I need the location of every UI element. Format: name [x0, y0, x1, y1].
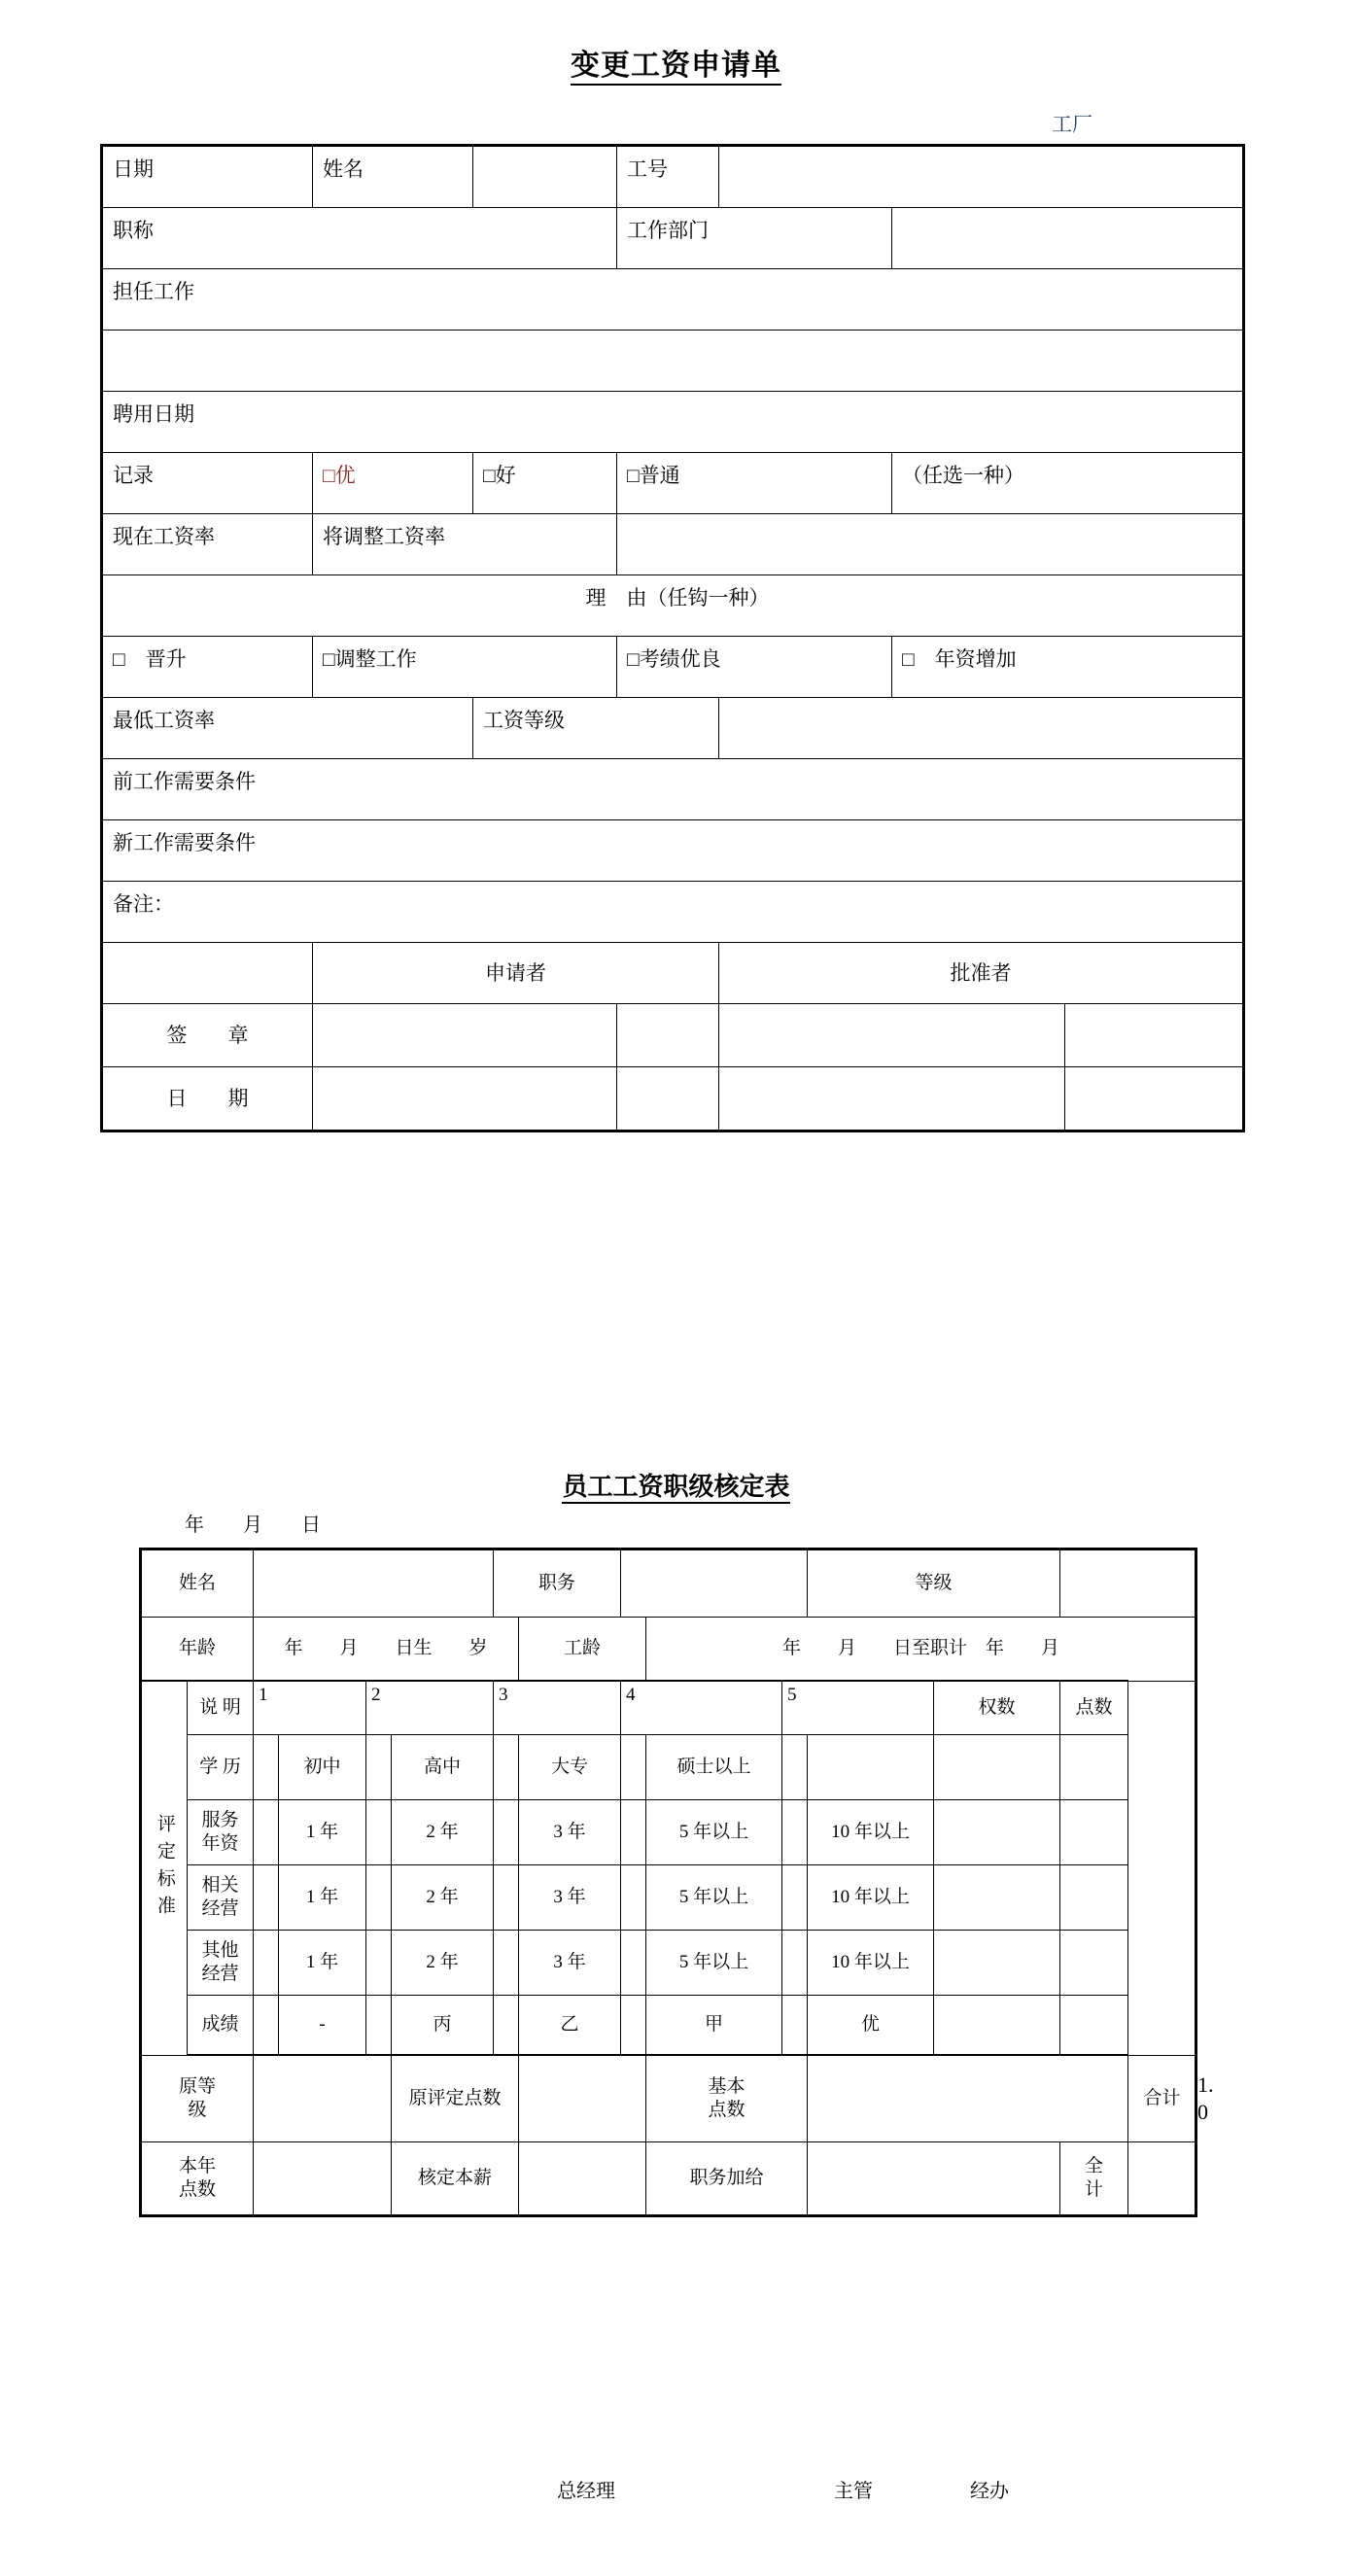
record-option-good[interactable]: □好 — [473, 453, 617, 514]
age-value-field[interactable]: 年 月 日生 岁 — [254, 1618, 519, 1682]
table-row — [102, 392, 1244, 453]
criteria-value-cell: 10 年以上 — [808, 1931, 934, 1996]
old-points-label: 原评定点数 — [392, 2055, 519, 2142]
approver-header: 批准者 — [719, 943, 1244, 1004]
criteria-value-cell: 5 年以上 — [646, 1865, 782, 1931]
old-grade-value-field[interactable] — [254, 2055, 392, 2142]
criteria-value-cell: 乙 — [519, 1996, 621, 2056]
reason-option-seniority-increase[interactable]: □ 年资增加 — [892, 637, 1244, 698]
general-manager-label: 总经理 — [557, 2481, 615, 2502]
criteria-value-cell: 3 年 — [519, 1800, 621, 1865]
grade-value-field[interactable] — [1060, 1549, 1196, 1618]
duty-label: 担任工作 — [102, 269, 1244, 331]
wage-grade-value-field[interactable] — [719, 698, 1244, 759]
approver-seal-field-1[interactable] — [719, 1004, 1065, 1067]
applicant-seal-field-2[interactable] — [617, 1004, 719, 1067]
table-row — [102, 269, 1244, 331]
criteria-mark-cell[interactable] — [254, 1865, 279, 1931]
criteria-value-cell: 2 年 — [392, 1865, 494, 1931]
reason-option-job-change[interactable]: □调整工作 — [313, 637, 617, 698]
criteria-points-cell[interactable] — [1060, 1865, 1128, 1931]
duty-value-field[interactable] — [102, 331, 1244, 392]
criteria-vertical-label: 评定标准 — [141, 1681, 188, 2055]
criteria-value-cell: 3 年 — [519, 1865, 621, 1931]
position-label: 职务 — [494, 1549, 621, 1618]
criteria-value-cell: 丙 — [392, 1996, 494, 2056]
date-row-label: 日 期 — [102, 1067, 313, 1131]
base-points-value-field[interactable] — [808, 2055, 1128, 2142]
criteria-mark-cell[interactable] — [366, 1996, 392, 2056]
points-label: 点数 — [1060, 1681, 1128, 1735]
emp-no-value-field[interactable] — [719, 146, 1244, 208]
criteria-mark-cell[interactable] — [254, 1931, 279, 1996]
name-value-field[interactable] — [254, 1549, 494, 1618]
doc1-title-text: 变更工资申请单 — [571, 50, 781, 86]
doc2-date-label: 年 月 日 — [185, 1514, 321, 1536]
name-value-field[interactable] — [473, 146, 617, 208]
criteria-value-cell: 10 年以上 — [808, 1800, 934, 1865]
criteria-value-cell: 高中 — [392, 1735, 494, 1800]
doc2-footer-signatures — [139, 2475, 1195, 2504]
criteria-mark-cell[interactable] — [782, 1996, 808, 2056]
position-allowance-label: 职务加给 — [646, 2142, 808, 2216]
criteria-weight-cell[interactable] — [934, 1800, 1060, 1865]
grade-label: 等级 — [808, 1549, 1060, 1618]
table-row — [102, 882, 1244, 943]
criteria-weight-cell[interactable] — [934, 1996, 1060, 2056]
table-row — [141, 1618, 1196, 1682]
criteria-value-cell: - — [279, 1996, 366, 2056]
seniority-label: 工龄 — [519, 1618, 646, 1682]
handler-label: 经办 — [970, 2481, 1009, 2502]
criteria-mark-cell[interactable] — [621, 1865, 646, 1931]
record-note: （任选一种） — [892, 453, 1244, 514]
criteria-weight-cell[interactable] — [934, 1735, 1060, 1800]
table-row — [141, 1800, 1196, 1865]
table-row — [102, 1067, 1244, 1131]
old-grade-label: 原等 级 — [141, 2055, 254, 2142]
table-row — [102, 575, 1244, 637]
applicant-header: 申请者 — [313, 943, 719, 1004]
table-row — [102, 453, 1244, 514]
criteria-row-related-label: 相关 经营 — [188, 1865, 254, 1931]
criteria-mark-cell[interactable] — [366, 1865, 392, 1931]
table-row — [102, 943, 1244, 1004]
criteria-mark-cell[interactable] — [782, 1931, 808, 1996]
criteria-value-cell: 1 年 — [279, 1931, 366, 1996]
position-allowance-value-field[interactable] — [808, 2142, 1060, 2216]
criteria-value-cell: 5 年以上 — [646, 1931, 782, 1996]
criteria-mark-cell[interactable] — [254, 1800, 279, 1865]
record-label: 记录 — [102, 453, 313, 514]
new-job-requirement-label: 新工作需要条件 — [102, 820, 1244, 882]
table-row — [102, 146, 1244, 208]
criteria-value-cell: 2 年 — [392, 1931, 494, 1996]
criteria-row-other-label: 其他 经营 — [188, 1931, 254, 1996]
min-rate-label: 最低工资率 — [102, 698, 473, 759]
table-row — [102, 208, 1244, 269]
criteria-value-cell: 1 年 — [279, 1865, 366, 1931]
applicant-date-field-2[interactable] — [617, 1067, 719, 1131]
table-row — [141, 1735, 1196, 1800]
criteria-points-cell[interactable] — [1060, 1996, 1128, 2056]
table-row — [102, 759, 1244, 820]
criteria-mark-cell[interactable] — [254, 1996, 279, 2056]
approver-seal-field-2[interactable] — [1065, 1004, 1244, 1067]
approver-date-field-1[interactable] — [719, 1067, 1065, 1131]
criteria-value-cell: 优 — [808, 1996, 934, 2056]
criteria-mark-cell[interactable] — [621, 1800, 646, 1865]
table-row — [141, 1681, 1196, 1735]
criteria-col-2: 2 — [366, 1681, 494, 1735]
criteria-mark-cell[interactable] — [621, 1996, 646, 2056]
approved-salary-value-field[interactable] — [519, 2142, 646, 2216]
seniority-value-field[interactable]: 年 月 日至职计 年 月 — [646, 1618, 1196, 1682]
criteria-value-cell: 1 年 — [279, 1800, 366, 1865]
year-points-value-field[interactable] — [254, 2142, 392, 2216]
criteria-value-cell: 大专 — [519, 1735, 621, 1800]
criteria-row-score-label: 成绩 — [188, 1996, 254, 2056]
grand-total-label: 全 计 — [1060, 2142, 1128, 2216]
criteria-mark-cell[interactable] — [366, 1735, 392, 1800]
department-value-field[interactable] — [892, 208, 1244, 269]
criteria-col-4: 4 — [621, 1681, 782, 1735]
total-label: 合计 — [1128, 2055, 1196, 2142]
criteria-mark-cell[interactable] — [621, 1931, 646, 1996]
remark-label: 备注： — [102, 882, 1244, 943]
criteria-mark-cell[interactable] — [494, 1735, 519, 1800]
table-row — [102, 331, 1244, 392]
approved-salary-label: 核定本薪 — [392, 2142, 519, 2216]
criteria-col-3: 3 — [494, 1681, 621, 1735]
criteria-col-1: 1 — [254, 1681, 366, 1735]
old-points-value-field[interactable] — [519, 2055, 646, 2142]
wage-grade-label: 工资等级 — [473, 698, 719, 759]
table-row — [102, 820, 1244, 882]
criteria-row-education-label: 学 历 — [188, 1735, 254, 1800]
criteria-mark-cell[interactable] — [621, 1735, 646, 1800]
criteria-points-cell[interactable] — [1060, 1931, 1128, 1996]
position-value-field[interactable] — [621, 1549, 808, 1618]
weight-label: 权数 — [934, 1681, 1060, 1735]
criteria-mark-cell[interactable] — [366, 1800, 392, 1865]
criteria-value-cell: 2 年 — [392, 1800, 494, 1865]
hire-date-label: 聘用日期 — [102, 392, 1244, 453]
adjusted-rate-value-field[interactable] — [617, 514, 1244, 575]
criteria-weight-cell[interactable] — [934, 1865, 1060, 1931]
table-row: 原等 级 原评定点数 基本 点数 合计 1. 0 — [141, 2055, 1196, 2142]
current-rate-label: 现在工资率 — [102, 514, 313, 575]
criteria-value-cell — [808, 1735, 934, 1800]
record-option-normal[interactable]: □普通 — [617, 453, 892, 514]
criteria-weight-cell[interactable] — [934, 1931, 1060, 1996]
criteria-mark-cell[interactable] — [494, 1931, 519, 1996]
criteria-value-cell: 5 年以上 — [646, 1800, 782, 1865]
criteria-col-5: 5 — [782, 1681, 934, 1735]
criteria-points-cell[interactable] — [1060, 1735, 1128, 1800]
table-row — [102, 698, 1244, 759]
criteria-mark-cell[interactable] — [366, 1931, 392, 1996]
criteria-mark-cell[interactable] — [254, 1735, 279, 1800]
criteria-value-cell: 10 年以上 — [808, 1865, 934, 1931]
table-row — [141, 1865, 1196, 1931]
table-row — [102, 514, 1244, 575]
criteria-row-service-label: 服务 年资 — [188, 1800, 254, 1865]
grand-total-value-field[interactable] — [1128, 2142, 1196, 2216]
age-label: 年龄 — [141, 1618, 254, 1682]
name-label: 姓名 — [141, 1549, 254, 1618]
table-row — [141, 1931, 1196, 1996]
adjusted-rate-label: 将调整工资率 — [313, 514, 617, 575]
doc1-title — [0, 41, 1352, 84]
doc2-title-text: 员工工资职级核定表 — [562, 1473, 789, 1504]
criteria-mark-cell[interactable] — [494, 1865, 519, 1931]
doc2-title — [0, 1467, 1352, 1503]
table-row — [102, 637, 1244, 698]
year-points-label: 本年 点数 — [141, 2142, 254, 2216]
factory-label: 工厂 — [1052, 113, 1092, 136]
criteria-mark-cell[interactable] — [782, 1865, 808, 1931]
job-title-label: 职称 — [102, 208, 617, 269]
supervisor-label: 主管 — [834, 2481, 873, 2502]
criteria-value-cell: 甲 — [646, 1996, 782, 2056]
old-job-requirement-label: 前工作需要条件 — [102, 759, 1244, 820]
criteria-value-cell: 3 年 — [519, 1931, 621, 1996]
record-option-excellent[interactable]: □优 — [313, 453, 473, 514]
table-row — [141, 1549, 1196, 1618]
date-label: 日期 — [102, 146, 313, 208]
name-label: 姓名 — [313, 146, 473, 208]
criteria-value-cell: 硕士以上 — [646, 1735, 782, 1800]
criteria-mark-cell[interactable] — [782, 1735, 808, 1800]
criteria-value-cell: 初中 — [279, 1735, 366, 1800]
criteria-mark-cell[interactable] — [494, 1996, 519, 2056]
applicant-seal-field-1[interactable] — [313, 1004, 617, 1067]
criteria-mark-cell[interactable] — [782, 1800, 808, 1865]
criteria-points-cell[interactable] — [1060, 1800, 1128, 1865]
wage-change-application-table — [100, 144, 1245, 1132]
table-row — [141, 1996, 1196, 2056]
reason-header: 理 由（任钩一种） — [102, 575, 1244, 637]
signature-corner-cell — [102, 943, 313, 1004]
seal-row-label: 签 章 — [102, 1004, 313, 1067]
applicant-date-field-1[interactable] — [313, 1067, 617, 1131]
reason-option-good-performance[interactable]: □考绩优良 — [617, 637, 892, 698]
reason-option-promotion[interactable]: □ 晋升 — [102, 637, 313, 698]
department-label: 工作部门 — [617, 208, 892, 269]
explain-label: 说 明 — [188, 1681, 254, 1735]
emp-no-label: 工号 — [617, 146, 719, 208]
salary-grade-assessment-table — [139, 1548, 1214, 2217]
table-row — [141, 2142, 1196, 2216]
table-row — [102, 1004, 1244, 1067]
approver-date-field-2[interactable] — [1065, 1067, 1244, 1131]
base-points-label: 基本 点数 — [646, 2055, 808, 2142]
criteria-mark-cell[interactable] — [494, 1800, 519, 1865]
